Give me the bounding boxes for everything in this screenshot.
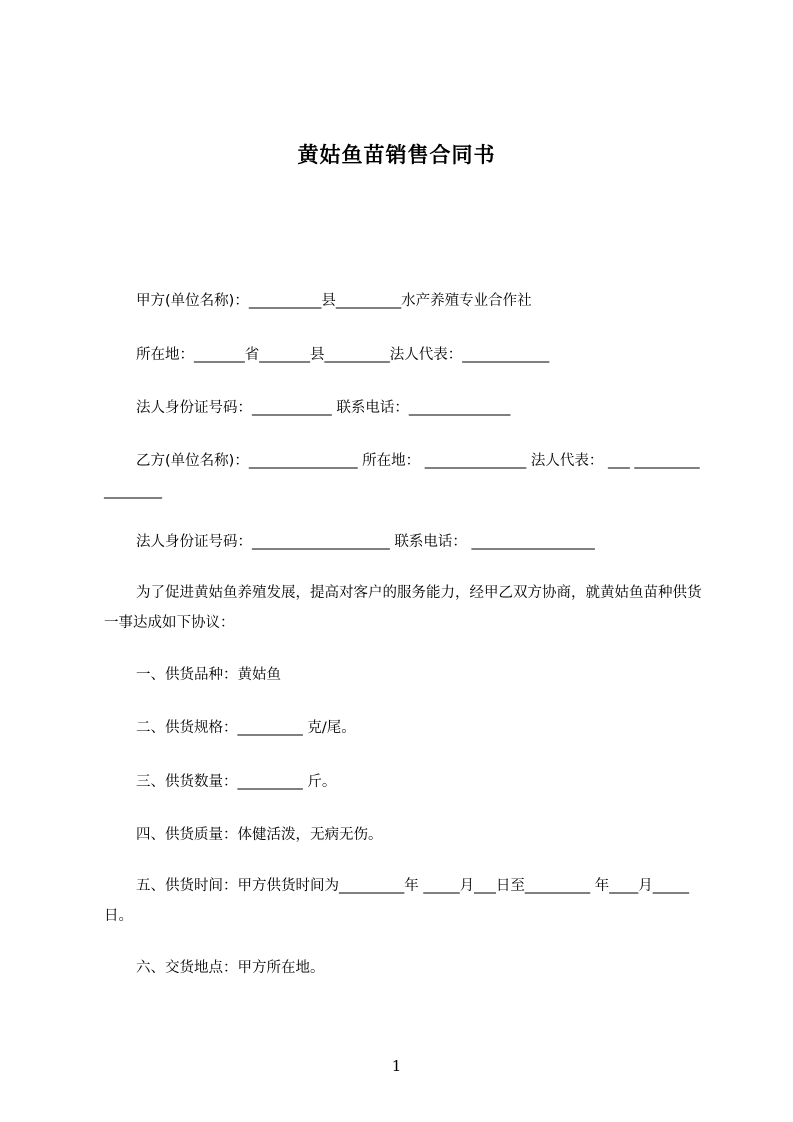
party-a-location-line: 所在地：_______省_______县_________法人代表：____________: [136, 347, 550, 363]
party-b-id-line: 法人身份证号码：___________________ 联系电话： _________________: [136, 534, 595, 550]
document-title: 黄姑鱼苗销售合同书: [297, 143, 496, 167]
clause-3: 三、供货数量：_________ 斤。: [136, 774, 337, 790]
party-a-id-line: 法人身份证号码：___________ 联系电话：______________: [136, 400, 511, 416]
clause-1: 一、供货品种：黄姑鱼: [136, 667, 281, 683]
clause-6: 六、交货地点：甲方所在地。: [136, 960, 325, 976]
clause-4: 四、供货质量：体健活泼，无病无伤。: [136, 827, 383, 843]
page-number: 1: [391, 1057, 402, 1075]
clause-5-paragraph: 五、供货时间：甲方供货时间为_________年 _____月___日至_________ 年____月_____日。: [104, 878, 689, 924]
party-b-info-paragraph: 乙方(单位名称)：_______________ 所在地： ______________ 法人代表： ___ _________________: [104, 453, 700, 499]
party-a-name-line: 甲方(单位名称)：__________县_________水产养殖专业合作社: [136, 293, 532, 309]
clause-2: 二、供货规格：_________ 克/尾。: [136, 720, 356, 736]
intro-paragraph: 为了促进黄姑鱼养殖发展，提高对客户的服务能力，经甲乙双方协商，就黄姑鱼苗种供货一事达成如下协议：: [104, 585, 702, 631]
